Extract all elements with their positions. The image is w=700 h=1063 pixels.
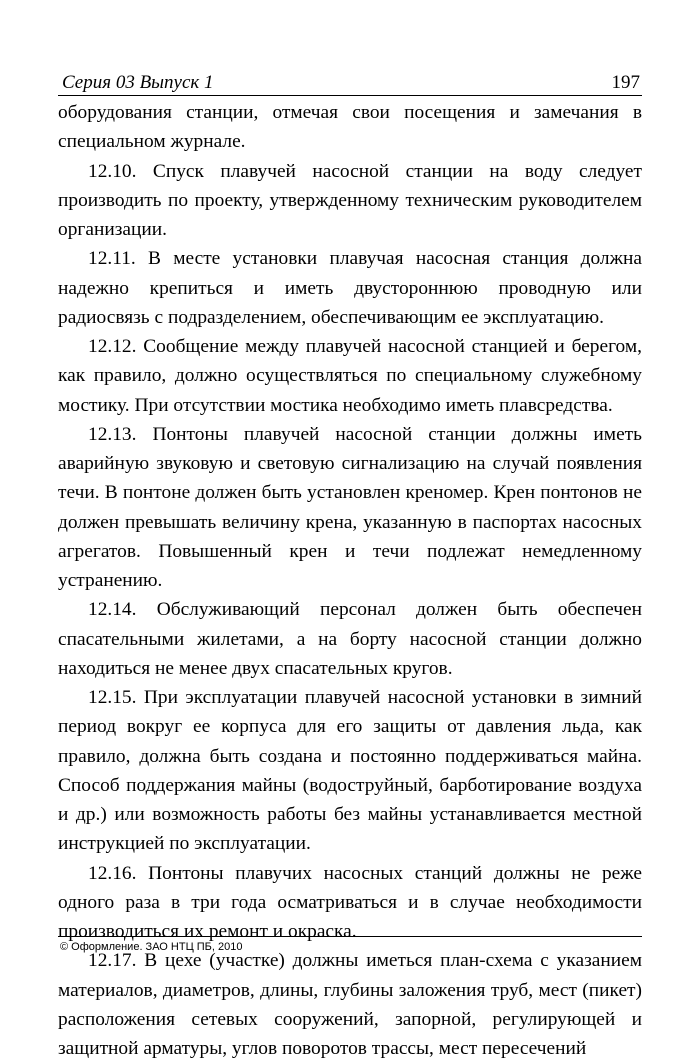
paragraph-continuation: оборудования станции, отмечая свои посещения и замечания в специальном журнале. — [58, 102, 642, 153]
footer-rule — [58, 936, 642, 937]
paragraph-12-10: 12.10. Спуск плавучей насосной станции на воду следует производить по проекту, утвержденному техническим руководителем организации. — [58, 160, 642, 240]
paragraph-12-15: 12.15. При эксплуатации плавучей насосной установки в зимний период вокруг ее корпуса для его защиты от давления льда, как правило, должна быть создана и постоянно поддерживаться майна. Способ поддержания майны (водоструйный, барботирование воздуха и др.) или возможность работы без майны устанавливается местной инструкцией по эксплуатации. — [58, 687, 642, 855]
series-title: Серия 03 Выпуск 1 — [62, 72, 214, 93]
paragraph-12-14: 12.14. Обслуживающий персонал должен быть обеспечен спасательными жилетами, а на борту насосной станции должно находиться не менее двух спасательных кругов. — [58, 599, 642, 679]
paragraph-12-17: 12.17. В цехе (участке) должны иметься план-схема с указанием материалов, диаметров, длины, глубины заложения труб, мест (пикет) расположения сетевых сооружений, запорной, регулирующей и защитной арматуры, углов поворотов трассы, мест пересечений — [58, 950, 642, 1059]
copyright-footer: © Оформление. ЗАО НТЦ ПБ, 2010 — [60, 941, 243, 953]
paragraph-12-11: 12.11. В месте установки плавучая насосная станция должна надежно крепиться и иметь двустороннюю проводную или радиосвязь с подразделением, обеспечивающим ее эксплуатацию. — [58, 248, 642, 328]
paragraph-12-13: 12.13. Понтоны плавучей насосной станции должны иметь аварийную звуковую и световую сигнализацию на случай появления течи. В понтоне должен быть установлен креномер. Крен понтонов не должен превышать величину крена, указанную в паспортах насосных агрегатов. Повышенный крен и течи подлежат немедленному устранению. — [58, 423, 642, 591]
paragraph-12-16: 12.16. Понтоны плавучих насосных станций должны не реже одного раза в три года осматриваться и в случае необходимости производиться их ремонт и окраска. — [58, 862, 642, 942]
paragraph-12-12: 12.12. Сообщение между плавучей насосной станцией и берегом, как правило, должно осуществляться по специальному служебному мостику. При отсутствии мостика необходимо иметь плавсредства. — [58, 336, 642, 416]
body-text — [58, 98, 642, 1063]
running-header — [58, 71, 642, 96]
page-number: 197 — [611, 72, 640, 93]
